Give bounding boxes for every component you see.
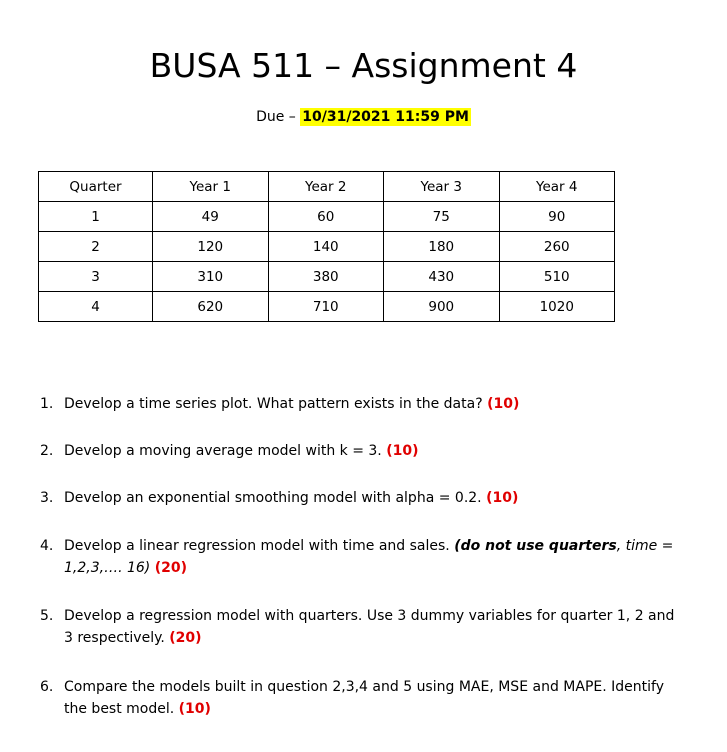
table-header-row xyxy=(39,172,615,202)
question-number: 3. xyxy=(40,490,54,506)
question-note: , time = 1,2,3,…. 16) xyxy=(64,538,674,576)
question-item-4 xyxy=(40,535,680,579)
table-cell: 1020 xyxy=(499,292,615,322)
question-item-3 xyxy=(40,487,680,509)
due-label: Due – xyxy=(256,109,296,125)
table-cell: 60 xyxy=(268,202,384,232)
table-cell: 380 xyxy=(268,262,384,292)
question-text: Develop a time series plot. What pattern exists in the data? xyxy=(64,396,483,412)
question-points: (10) xyxy=(486,490,519,506)
question-number: 2. xyxy=(40,443,54,459)
question-points: (10) xyxy=(178,701,211,717)
table-row xyxy=(39,232,615,262)
question-text: Develop a regression model with quarters. Use 3 dummy variables for quarter 1, 2 and 3 respectively. xyxy=(64,608,675,646)
table-cell: 430 xyxy=(384,262,500,292)
table-row xyxy=(39,292,615,322)
table-cell: 310 xyxy=(153,262,269,292)
question-points: (10) xyxy=(487,396,520,412)
question-text: Develop an exponential smoothing model with alpha = 0.2. xyxy=(64,490,482,506)
question-number: 6. xyxy=(40,679,54,695)
question-points: (20) xyxy=(154,560,187,576)
table-row xyxy=(39,262,615,292)
table-cell: 1 xyxy=(39,202,153,232)
question-text: Compare the models built in question 2,3,4 and 5 using MAE, MSE and MAPE. Identify the best model. xyxy=(64,679,664,717)
table-cell: 260 xyxy=(499,232,615,262)
due-date: 10/31/2021 11:59 PM xyxy=(302,109,469,125)
page-title: BUSA 511 – Assignment 4 xyxy=(149,46,578,85)
table-cell: 4 xyxy=(39,292,153,322)
question-item-5 xyxy=(40,605,680,649)
table-cell: 140 xyxy=(268,232,384,262)
question-number: 1. xyxy=(40,396,54,412)
table-cell: 49 xyxy=(153,202,269,232)
question-text: Develop a linear regression model with time and sales. xyxy=(64,538,450,554)
question-note-bold: (do not use quarters xyxy=(454,538,617,554)
table-cell: 900 xyxy=(384,292,500,322)
table-cell: 75 xyxy=(384,202,500,232)
table-header-cell: Year 1 xyxy=(153,172,269,202)
table-cell: 510 xyxy=(499,262,615,292)
question-number: 5. xyxy=(40,608,54,624)
question-item-6 xyxy=(40,676,680,720)
table-header-cell: Year 3 xyxy=(384,172,500,202)
table-header-cell: Quarter xyxy=(39,172,153,202)
table-cell: 180 xyxy=(384,232,500,262)
table-cell: 90 xyxy=(499,202,615,232)
question-points: (20) xyxy=(169,630,202,646)
question-item-1 xyxy=(40,393,680,415)
question-points: (10) xyxy=(386,443,419,459)
table-cell: 2 xyxy=(39,232,153,262)
table-cell: 3 xyxy=(39,262,153,292)
table-header-cell: Year 4 xyxy=(499,172,615,202)
table-row xyxy=(39,202,615,232)
table-cell: 620 xyxy=(153,292,269,322)
table-cell: 710 xyxy=(268,292,384,322)
table-cell: 120 xyxy=(153,232,269,262)
question-number: 4. xyxy=(40,538,54,554)
due-line xyxy=(0,106,727,128)
question-text: Develop a moving average model with k = 3. xyxy=(64,443,382,459)
question-item-2 xyxy=(40,440,680,462)
sales-table xyxy=(38,171,615,322)
table-header-cell: Year 2 xyxy=(268,172,384,202)
